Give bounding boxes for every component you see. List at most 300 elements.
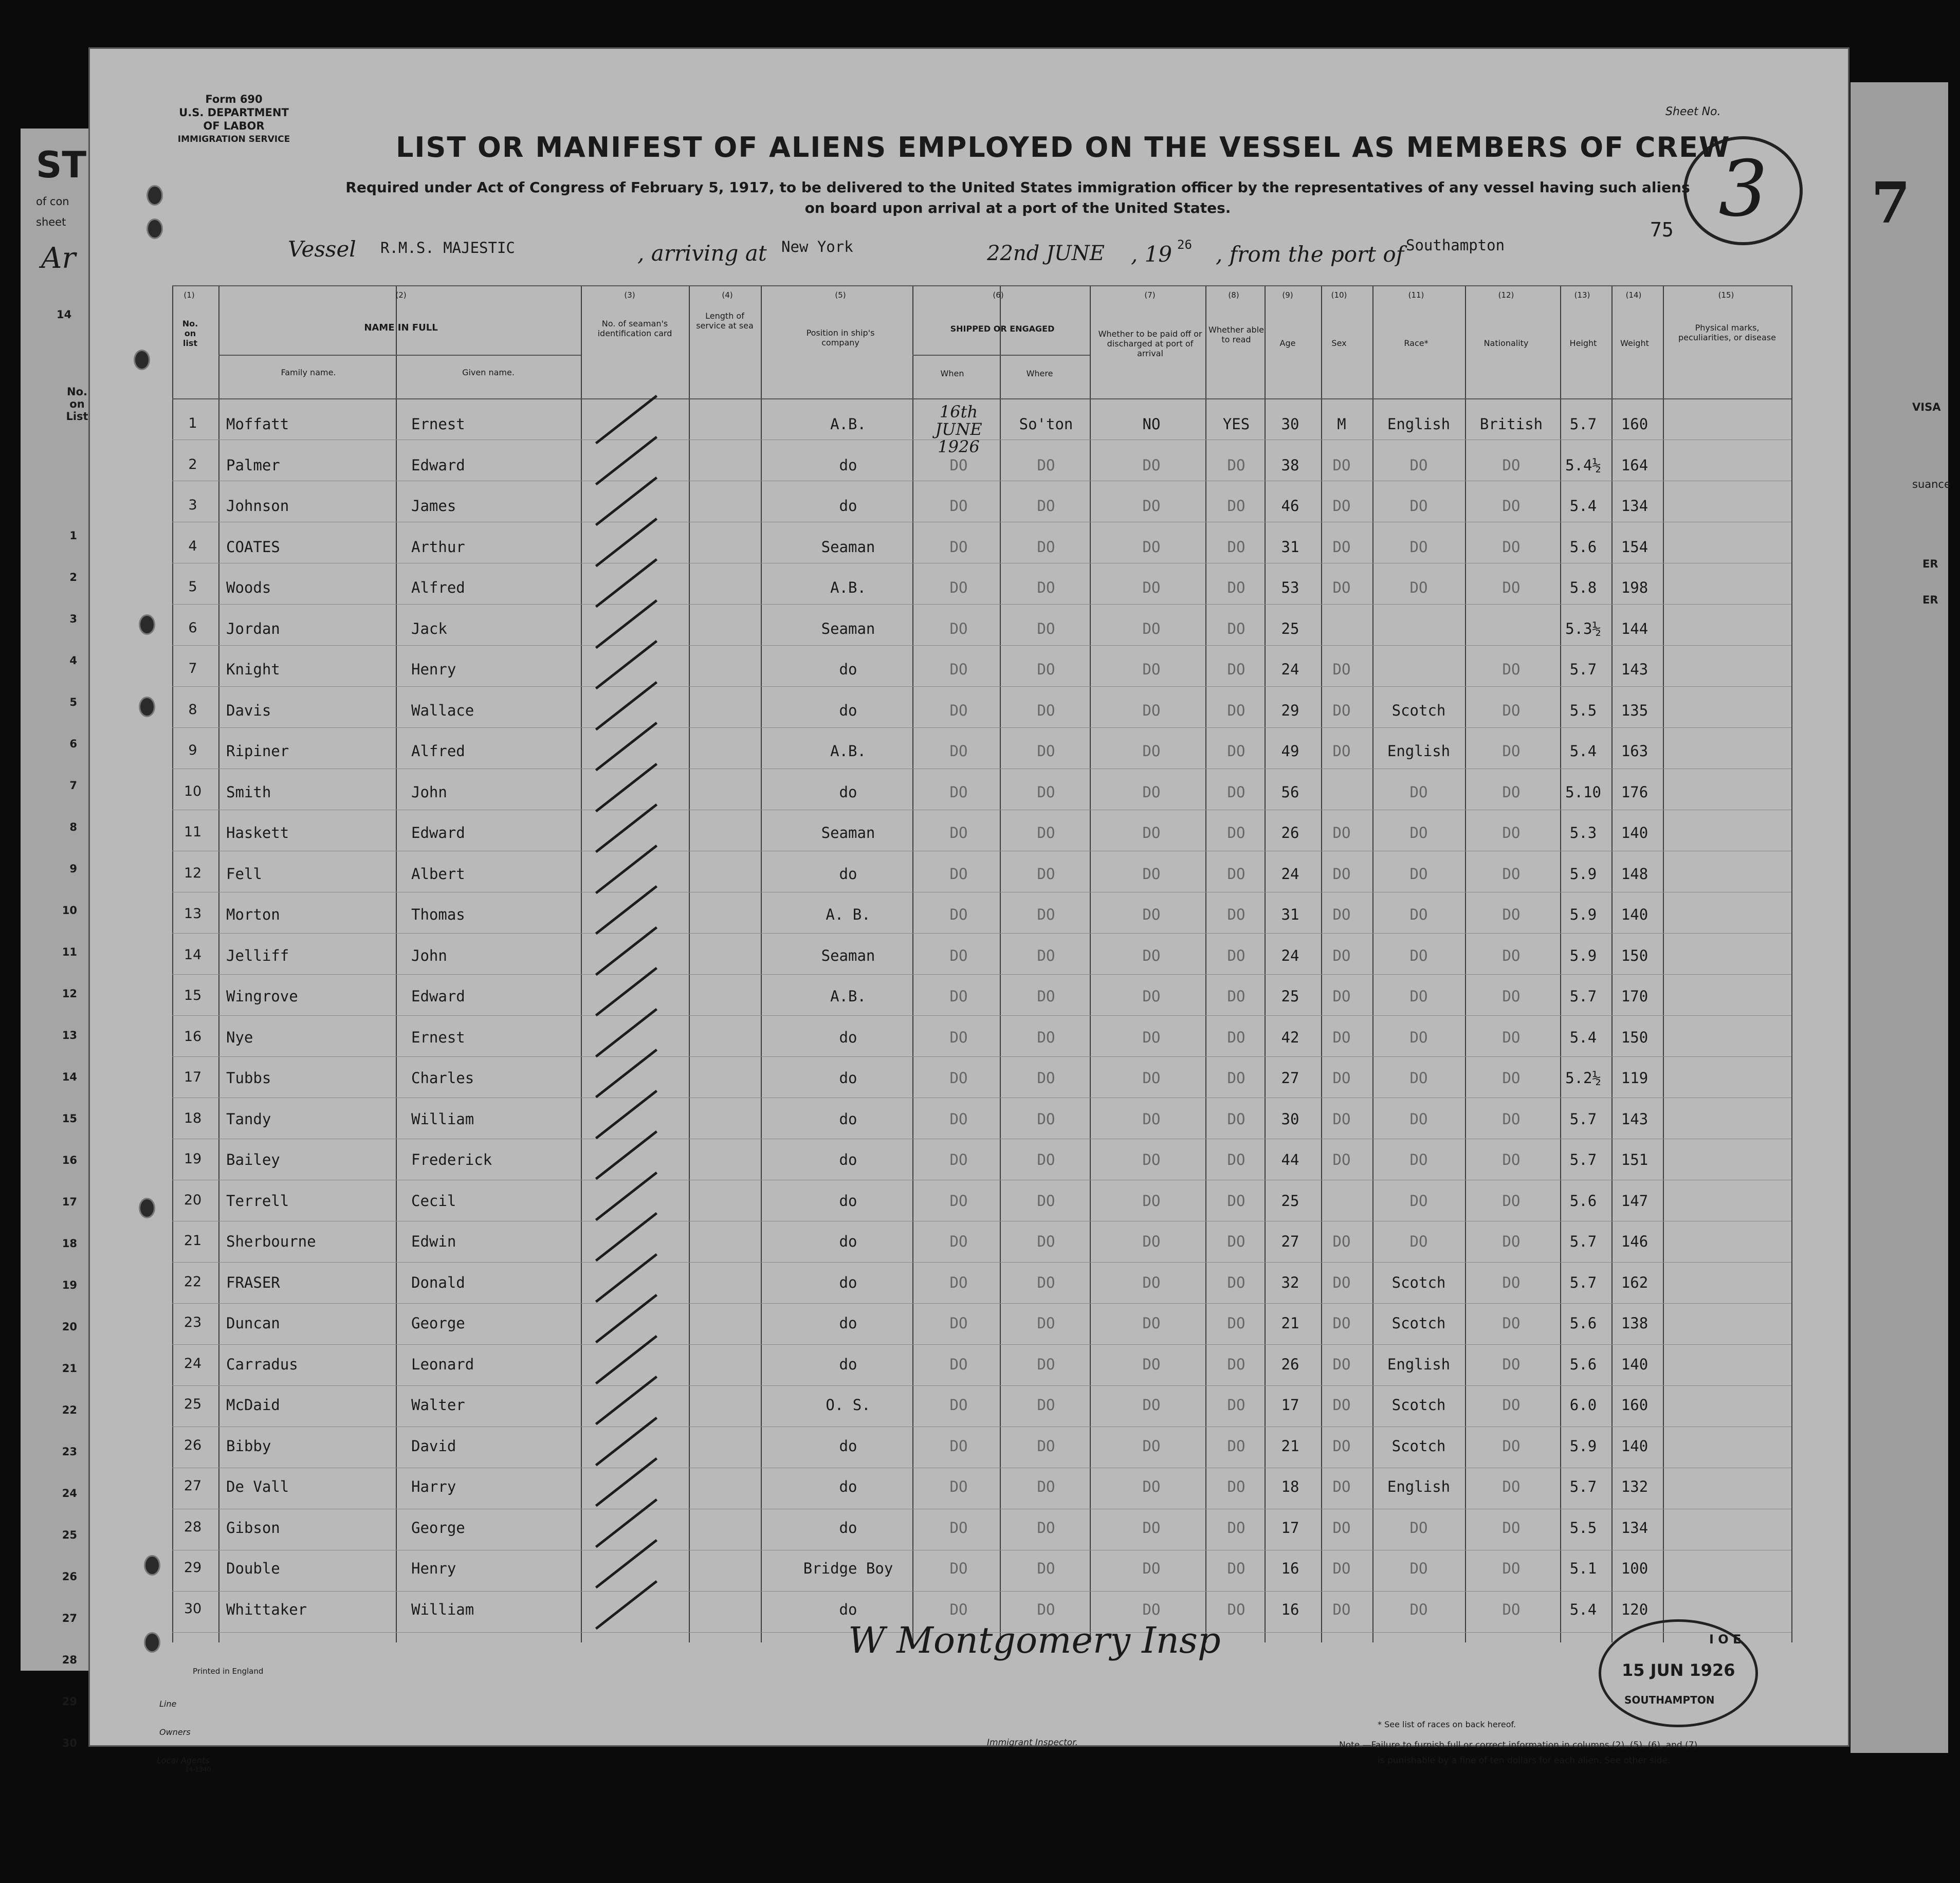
cell-given: William [411, 1110, 474, 1128]
cell-paid: DO [1142, 1437, 1161, 1455]
cell-no: 3 [188, 497, 197, 513]
cell-where: DO [1037, 783, 1055, 801]
cell-race: Scotch [1391, 1437, 1446, 1455]
cell-nationality: DO [1502, 497, 1521, 515]
cell-nationality: DO [1502, 988, 1521, 1005]
sheet-no-label: Sheet No. [1665, 105, 1721, 118]
cell-weight: 150 [1621, 1028, 1648, 1046]
cell-sex: DO [1332, 1437, 1351, 1455]
form-number: Form 690 [205, 93, 263, 105]
cell-family: Haskett [226, 824, 289, 842]
cell-no: 11 [184, 824, 202, 840]
cell-position: O. S. [826, 1396, 871, 1414]
cell-paid: DO [1142, 1314, 1161, 1332]
cell-read: DO [1227, 1273, 1245, 1291]
cell-height: 5.3 [1569, 824, 1597, 842]
cell-weight: 150 [1621, 946, 1648, 964]
punch-hole [144, 1632, 160, 1653]
col-num-5: (5) [835, 290, 846, 300]
cell-no: 15 [184, 988, 202, 1003]
cell-age: 26 [1281, 824, 1299, 842]
cell-nationality: DO [1502, 1233, 1521, 1250]
cell-nationality: DO [1502, 1437, 1521, 1455]
col-whether-read: Whether able to read [1208, 325, 1264, 344]
punch-hole [134, 350, 150, 370]
cell-where: DO [1037, 865, 1055, 883]
cell-family: Davis [226, 701, 271, 719]
cell-weight: 151 [1621, 1151, 1648, 1168]
cell-family: Woods [226, 579, 271, 596]
left-sheet-number: 1 [69, 529, 77, 542]
cell-no: 14 [184, 946, 202, 963]
cell-nationality: DO [1502, 906, 1521, 923]
inspector-label: Immigrant Inspector. [987, 1738, 1078, 1748]
right-sheet-suance: suance [1912, 478, 1951, 490]
department-name: U.S. DEPARTMENT OF LABOR [179, 106, 289, 132]
from-port-label: , from the port of [1216, 242, 1404, 267]
left-sheet-no-on-list: No. on List [66, 386, 88, 423]
cell-race: Scotch [1391, 701, 1446, 719]
cell-weight: 176 [1621, 783, 1648, 801]
cell-height: 5.6 [1569, 1192, 1597, 1210]
cell-where: DO [1037, 538, 1055, 556]
table-column-rule [218, 285, 219, 1642]
table-column-rule [1265, 285, 1266, 1642]
cell-family: Palmer [226, 456, 280, 474]
cell-no: 16 [184, 1028, 202, 1045]
cell-height: 5.7 [1569, 1151, 1597, 1168]
cell-nationality: DO [1502, 742, 1521, 760]
cell-weight: 119 [1621, 1069, 1648, 1087]
cell-no: 6 [188, 619, 197, 636]
cell-age: 31 [1281, 538, 1299, 556]
cell-family: Moffatt [226, 415, 289, 433]
cell-nationality: DO [1502, 1519, 1521, 1537]
cell-no: 28 [184, 1519, 202, 1535]
left-sheet-number: 25 [62, 1529, 77, 1541]
cell-nationality: DO [1502, 783, 1521, 801]
cell-weight: 147 [1621, 1192, 1648, 1210]
right-sheet-7: 7 [1871, 170, 1911, 236]
left-sheet-number: 16 [62, 1154, 77, 1166]
cell-position: do [839, 1069, 857, 1087]
cell-weight: 100 [1621, 1560, 1648, 1577]
cell-family: Tubbs [226, 1069, 271, 1087]
cell-given: Charles [411, 1069, 474, 1087]
cell-paid: DO [1142, 1478, 1161, 1495]
cell-given: Ernest [411, 1028, 465, 1046]
cell-position: do [839, 1273, 857, 1291]
cell-height: 5.4½ [1565, 456, 1601, 474]
page-title: LIST OR MANIFEST OF ALIENS EMPLOYED ON THE VESSEL AS MEMBERS OF CREW [396, 131, 1731, 163]
cell-read: YES [1222, 415, 1250, 433]
cell-read: DO [1227, 988, 1245, 1005]
left-sheet-number: 6 [69, 738, 77, 750]
cell-nationality: DO [1502, 1028, 1521, 1046]
table-row-rule [172, 1303, 1791, 1304]
inspector-signature: W Montgomery Insp [848, 1619, 1221, 1661]
cell-where: DO [1037, 619, 1055, 637]
cell-given: Walter [411, 1396, 465, 1414]
cell-age: 25 [1281, 988, 1299, 1005]
cell-read: DO [1227, 1519, 1245, 1537]
arriving-label: , arriving at [637, 241, 767, 266]
stamp-bottom-text: SOUTHAMPTON [1624, 1694, 1715, 1706]
cell-family: Knight [226, 661, 280, 678]
col-num-3: (3) [624, 290, 635, 300]
cell-race: DO [1409, 1151, 1428, 1168]
col-family-name: Family name. [281, 368, 336, 377]
cell-race: DO [1409, 783, 1428, 801]
cell-no: 19 [184, 1151, 202, 1167]
cell-race: Scotch [1391, 1273, 1446, 1291]
cell-weight: 144 [1621, 619, 1648, 637]
cell-given: George [411, 1314, 465, 1332]
col-num-4: (4) [722, 290, 733, 300]
cell-race: Scotch [1391, 1314, 1446, 1332]
cell-sex: DO [1332, 538, 1351, 556]
cell-height: 5.7 [1569, 1233, 1597, 1250]
cell-when: DO [949, 865, 968, 883]
cell-given: George [411, 1519, 465, 1537]
cell-given: Edward [411, 456, 465, 474]
cell-race: English [1387, 1355, 1451, 1373]
table-row-rule [172, 1591, 1791, 1592]
table-header-rule [172, 398, 1791, 399]
cell-age: 25 [1281, 1192, 1299, 1210]
cell-age: 16 [1281, 1600, 1299, 1618]
cell-weight: 140 [1621, 1437, 1648, 1455]
table-row-rule [172, 604, 1791, 605]
cell-where: DO [1037, 1151, 1055, 1168]
cell-age: 42 [1281, 1028, 1299, 1046]
footer-owners: Owners [159, 1727, 191, 1737]
cell-when: DO [949, 988, 968, 1005]
cell-family: Ripiner [226, 742, 289, 760]
cell-when: DO [949, 1396, 968, 1414]
left-sheet-number: 3 [69, 613, 77, 625]
col-given-name: Given name. [462, 368, 515, 377]
cell-position: do [839, 661, 857, 678]
cell-where: DO [1037, 742, 1055, 760]
cell-race: DO [1409, 1519, 1428, 1537]
cell-read: DO [1227, 1600, 1245, 1618]
cell-sex: DO [1332, 1355, 1351, 1373]
page-number-75: 75 [1650, 218, 1674, 241]
cell-where: DO [1037, 1192, 1055, 1210]
cell-position: Seaman [821, 824, 875, 842]
cell-nationality: DO [1502, 1314, 1521, 1332]
cell-height: 5.7 [1569, 1478, 1597, 1495]
cell-weight: 198 [1621, 579, 1648, 596]
cell-no: 13 [184, 906, 202, 922]
cell-when: DO [949, 742, 968, 760]
cell-where: DO [1037, 579, 1055, 596]
table-row-rule [172, 1385, 1791, 1386]
cell-race: DO [1409, 1110, 1428, 1128]
cell-position: do [839, 865, 857, 883]
left-sheet-number: 11 [62, 946, 77, 958]
cell-given: Henry [411, 1560, 456, 1577]
cell-position: Seaman [821, 946, 875, 964]
left-sheet-sheet: sheet [36, 216, 66, 228]
left-sheet-letters: ST [36, 144, 87, 186]
cell-sex: DO [1332, 1396, 1351, 1414]
cell-no: 18 [184, 1110, 202, 1126]
cell-read: DO [1227, 1151, 1245, 1168]
cell-where: DO [1037, 497, 1055, 515]
cell-family: Double [226, 1560, 280, 1577]
cell-paid: DO [1142, 701, 1161, 719]
cell-paid: DO [1142, 1519, 1161, 1537]
cell-when: DO [949, 783, 968, 801]
col-num-9: (9) [1282, 290, 1293, 300]
cell-given: Edward [411, 824, 465, 842]
cell-read: DO [1227, 906, 1245, 923]
cell-position: do [839, 1110, 857, 1128]
cell-given: Donald [411, 1273, 465, 1291]
col-sex: Sex [1331, 338, 1347, 348]
cell-when: DO [949, 1233, 968, 1250]
cell-paid: DO [1142, 579, 1161, 596]
table-header-rule [912, 355, 1090, 356]
cell-height: 5.6 [1569, 538, 1597, 556]
service-name: IMMIGRATION SERVICE [177, 134, 290, 144]
cell-paid: DO [1142, 783, 1161, 801]
cell-position: do [839, 783, 857, 801]
left-sheet-number: 17 [62, 1196, 77, 1208]
cell-sex: DO [1332, 456, 1351, 474]
col-race: Race* [1404, 338, 1428, 348]
table-column-rule [761, 285, 762, 1642]
cell-read: DO [1227, 783, 1245, 801]
cell-no: 4 [188, 538, 197, 554]
cell-no: 10 [184, 783, 202, 799]
cell-age: 27 [1281, 1069, 1299, 1087]
left-sheet-number: 29 [62, 1695, 77, 1708]
cell-weight: 134 [1621, 497, 1648, 515]
cell-position: Bridge Boy [803, 1560, 893, 1577]
table-column-rule [1205, 285, 1206, 1642]
cell-age: 49 [1281, 742, 1299, 760]
cell-sex: DO [1332, 497, 1351, 515]
cell-given: Jack [411, 619, 447, 637]
cell-where: DO [1037, 1355, 1055, 1373]
cell-where: DO [1037, 661, 1055, 678]
cell-weight: 160 [1621, 415, 1648, 433]
col-whether-paid: Whether to be paid off or discharged at port of arrival [1098, 329, 1202, 358]
cell-no: 12 [184, 865, 202, 881]
cell-given: Albert [411, 865, 465, 883]
cell-nationality: DO [1502, 661, 1521, 678]
cell-when: DO [949, 1600, 968, 1618]
col-when: When [940, 369, 964, 378]
cell-where: DO [1037, 988, 1055, 1005]
cell-when: DO [949, 1560, 968, 1577]
cell-position: A.B. [830, 742, 866, 760]
cell-paid: DO [1142, 946, 1161, 964]
cell-no: 30 [184, 1600, 202, 1617]
left-sheet-number: 18 [62, 1237, 77, 1250]
cell-family: Jordan [226, 619, 280, 637]
cell-read: DO [1227, 1192, 1245, 1210]
table-column-rule [1372, 285, 1373, 1642]
cell-weight: 163 [1621, 742, 1648, 760]
cell-family: Bibby [226, 1437, 271, 1455]
cell-where: DO [1037, 1233, 1055, 1250]
cell-age: 53 [1281, 579, 1299, 596]
cell-weight: 160 [1621, 1396, 1648, 1414]
cell-height: 5.2½ [1565, 1069, 1601, 1087]
cell-position: do [839, 1437, 857, 1455]
left-sheet-number: 10 [62, 904, 77, 917]
cell-age: 25 [1281, 619, 1299, 637]
cell-no: 21 [184, 1233, 202, 1249]
cell-no: 27 [184, 1478, 202, 1494]
stamp-top-text: I O E [1709, 1632, 1742, 1647]
cell-nationality: DO [1502, 1478, 1521, 1495]
cell-when: DO [949, 1192, 968, 1210]
cell-age: 27 [1281, 1233, 1299, 1250]
cell-position: Seaman [821, 538, 875, 556]
cell-position: do [839, 1233, 857, 1250]
cell-read: DO [1227, 1478, 1245, 1495]
cell-position: do [839, 456, 857, 474]
cell-sex: DO [1332, 906, 1351, 923]
cell-when: DO [949, 1028, 968, 1046]
col-num-6: (6) [993, 290, 1004, 300]
sheet-number: 3 [1718, 144, 1768, 234]
cell-position: do [839, 497, 857, 515]
cell-race: English [1387, 1478, 1451, 1495]
cell-position: A. B. [826, 906, 871, 923]
cell-no: 17 [184, 1069, 202, 1085]
cell-height: 5.4 [1569, 742, 1597, 760]
cell-paid: DO [1142, 1560, 1161, 1577]
cell-paid: DO [1142, 824, 1161, 842]
cell-height: 5.5 [1569, 1519, 1597, 1537]
cell-paid: DO [1142, 865, 1161, 883]
cell-when: DO [949, 1437, 968, 1455]
cell-paid: DO [1142, 538, 1161, 556]
cell-when: DO [949, 579, 968, 596]
cell-weight: 140 [1621, 906, 1648, 923]
subtitle-line-1: Required under Act of Congress of February 5, 1917, to be delivered to the United States immigration officer by the representatives of any vessel having such aliens [345, 179, 1690, 196]
cell-read: DO [1227, 497, 1245, 515]
cell-sex: DO [1332, 742, 1351, 760]
footer-form-code: 14-1340 [185, 1766, 211, 1773]
cell-nationality: DO [1502, 1560, 1521, 1577]
cell-read: DO [1227, 619, 1245, 637]
cell-given: Edward [411, 988, 465, 1005]
cell-nationality: DO [1502, 865, 1521, 883]
cell-race: DO [1409, 579, 1428, 596]
cell-family: Jelliff [226, 946, 289, 964]
left-sheet-number: 26 [62, 1570, 77, 1583]
left-sheet-number: 8 [69, 821, 77, 833]
cell-height: 5.7 [1569, 415, 1597, 433]
cell-paid: DO [1142, 742, 1161, 760]
cell-when: DO [949, 1273, 968, 1291]
cell-no: 1 [188, 415, 197, 431]
cell-height: 5.7 [1569, 1273, 1597, 1291]
left-sheet-number: 13 [62, 1029, 77, 1041]
col-position: Position in ship's company [806, 328, 875, 348]
cell-where: DO [1037, 1069, 1055, 1087]
cell-age: 44 [1281, 1151, 1299, 1168]
col-num-13: (13) [1574, 290, 1590, 300]
cell-height: 5.7 [1569, 1110, 1597, 1128]
cell-nationality: DO [1502, 1273, 1521, 1291]
cell-position: do [839, 701, 857, 719]
table-column-rule [689, 285, 690, 1642]
cell-paid: DO [1142, 1600, 1161, 1618]
cell-height: 5.8 [1569, 579, 1597, 596]
left-sheet-number: 23 [62, 1446, 77, 1458]
stamp-date: 15 JUN 1926 [1622, 1660, 1735, 1680]
cell-position: A.B. [830, 988, 866, 1005]
cell-race: DO [1409, 1600, 1428, 1618]
cell-sex: DO [1332, 1273, 1351, 1291]
table-row-rule [172, 974, 1791, 975]
cell-when: DO [949, 906, 968, 923]
table-row-rule [172, 933, 1791, 934]
cell-where: DO [1037, 1314, 1055, 1332]
cell-age: 24 [1281, 661, 1299, 678]
col-num-14: (14) [1625, 290, 1642, 300]
left-sheet-number: 4 [69, 654, 77, 667]
cell-where: DO [1037, 701, 1055, 719]
col-nationality: Nationality [1483, 338, 1529, 348]
cell-sex: DO [1332, 661, 1351, 678]
cell-read: DO [1227, 1355, 1245, 1373]
left-sheet-number: 30 [62, 1737, 77, 1749]
cell-read: DO [1227, 661, 1245, 678]
cell-sex: DO [1332, 1069, 1351, 1087]
from-port: Southampton [1406, 236, 1505, 254]
cell-height: 5.9 [1569, 1437, 1597, 1455]
cell-no: 22 [184, 1273, 202, 1290]
table-column-rule [912, 285, 913, 1642]
cell-position: do [839, 1600, 857, 1618]
cell-no: 9 [188, 742, 197, 758]
cell-race: English [1387, 415, 1451, 433]
cell-where: DO [1037, 1437, 1055, 1455]
cell-age: 17 [1281, 1519, 1299, 1537]
cell-height: 5.10 [1565, 783, 1601, 801]
left-sheet-number: 19 [62, 1279, 77, 1291]
cell-family: McDaid [226, 1396, 280, 1414]
cell-position: do [839, 1192, 857, 1210]
cell-where: DO [1037, 456, 1055, 474]
cell-no: 5 [188, 579, 197, 595]
cell-height: 5.9 [1569, 906, 1597, 923]
cell-position: Seaman [821, 619, 875, 637]
cell-sex: DO [1332, 865, 1351, 883]
col-name-in-full: NAME IN FULL [364, 322, 438, 333]
left-sheet-number: 20 [62, 1321, 77, 1333]
col-num-8: (8) [1228, 290, 1239, 300]
cell-family: Wingrove [226, 988, 298, 1005]
cell-height: 5.6 [1569, 1314, 1597, 1332]
cell-nationality: DO [1502, 1192, 1521, 1210]
cell-weight: 135 [1621, 701, 1648, 719]
cell-read: DO [1227, 1314, 1245, 1332]
cell-where: DO [1037, 1110, 1055, 1128]
cell-age: 18 [1281, 1478, 1299, 1495]
cell-when: DO [949, 824, 968, 842]
cell-when: DO [949, 619, 968, 637]
